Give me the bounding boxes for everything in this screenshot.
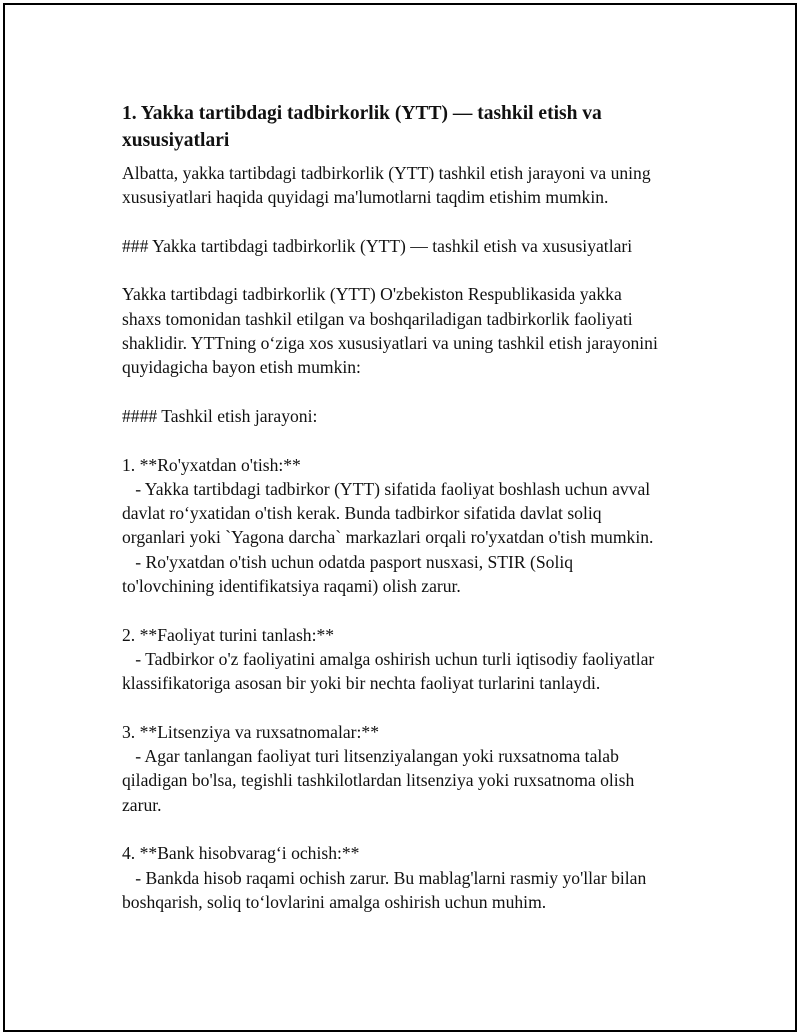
document-content bbox=[122, 100, 702, 914]
document-title: 1. Yakka tartibdagi tadbirkorlik (YTT) — tashkil etish va xususiyatlari bbox=[122, 103, 602, 151]
page-frame bbox=[3, 3, 797, 1032]
document-body: Albatta, yakka tartibdagi tadbirkorlik (YTT) tashkil etish jarayoni va uning xususiyatlari haqida quyidagi ma'lumotlarni taqdim etishim mumkin. ### Yakka tartibdagi tadbirkorlik (YTT) — tashkil etish va xususiyatlari Yakka tartibdagi tadbirkorlik (YTT) O'zbekiston Respublikasida yakka shaxs tomonidan tashkil etilgan va boshqariladigan tadbirkorlik faoliyati shaklidir. YTTning o‘ziga xos xususiyatlari va uning tashkil etish jarayonini quyidagicha bayon etish mumkin: #### Tashkil etish jarayoni: 1. **Ro'yxatdan o'tish:** - Yakka tartibdagi tadbirkor (YTT) sifatida faoliyat boshlash uchun avval davlat ro‘yxatidan o'tish kerak. Bunda tadbirkor sifatida davlat soliq organlari yoki `Yagona darcha` markazlari orqali ro'yxatdan o'tish mumkin. - Ro'yxatdan o'tish uchun odatda pasport nusxasi, STIR (Soliq to'lovchining identifikatsiya raqami) olish zarur. 2. **Faoliyat turini tanlash:** - Tadbirkor o'z faoliyatini amalga oshirish uchun turli iqtisodiy faoliyatlar klassifikatoriga asosan bir yoki bir nechta faoliyat turlarini tanlaydi. 3. **Litsenziya va ruxsatnomalar:** - Agar tanlangan faoliyat turi litsenziyalangan yoki ruxsatnoma talab qiladigan bo'lsa, tegishli tashkilotlardan litsenziya yoki ruxsatnoma olish zarur. 4. **Bank hisobvarag‘i ochish:** - Bankda hisob raqami ochish zarur. Bu mablag'larni rasmiy yo'llar bilan boshqarish, soliq to‘lovlarini amalga oshirish uchun muhim. bbox=[122, 163, 658, 912]
